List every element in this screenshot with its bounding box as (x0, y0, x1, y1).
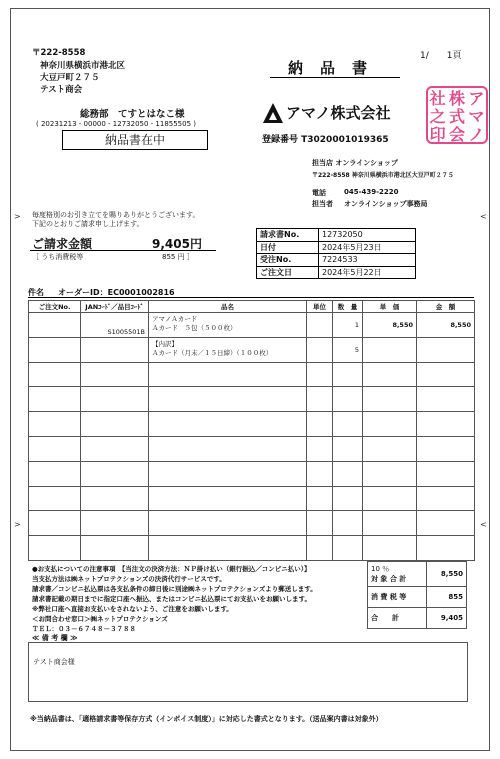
company-seal-stamp: 社 株 ア 之 式 マ 印 会 ノ (426, 86, 488, 144)
greeting-line2: 下記のとおりご請求申し上げます。 (32, 220, 144, 228)
title-underline (270, 77, 400, 78)
tax-label: ［ うち消費税等 (32, 253, 84, 261)
fold-mark-left-bottom: > (14, 520, 21, 529)
status-box: 納品書在中 (62, 130, 208, 150)
recipient-postal: 〒222-8558 (32, 48, 86, 58)
table-row (29, 362, 475, 387)
memo-label: ≪ 備 考 欄 ≫ (32, 634, 78, 642)
table-row (29, 461, 475, 486)
sender-address: 〒222-8558 神奈川県横浜市港北区大豆戸町２７５ (312, 172, 454, 179)
table-row (29, 536, 475, 561)
person-value: オンラインショップ事務局 (344, 200, 428, 208)
table-row: 【内訳】 Ａカード（月末／１５日締）（１００枚） 5 (29, 337, 475, 362)
footer-note: ※当納品書は、「適格請求書等保存方式（インボイス制度）」に対応した書式となります。（送品案内書は対象外） (30, 715, 383, 723)
recipient-address1: 神奈川県横浜市港北区 (40, 61, 126, 71)
billing-label: ご請求金額 (32, 237, 93, 251)
recipient-codes: ( 20231213 - 00000 - 12732050 - 11855505 ) (36, 120, 196, 128)
memo-text: テスト商会様 (33, 658, 75, 666)
table-row (29, 387, 475, 412)
totals-row: 10 ％ 対 象 合 計 8,550 (368, 562, 467, 587)
items-table (28, 300, 475, 561)
info-row: 請求書No. 12732050 (257, 229, 416, 242)
table-header-row: ご注文No. JANｺｰﾄﾞ／品目ｺｰﾄﾞ 品名 単位 数 量 単 価 金 額 (29, 301, 475, 313)
page-number: 1/ 1頁 (420, 51, 462, 61)
fold-mark-right-bottom: < (480, 520, 487, 529)
tax-amount: 855 円 ］ (162, 253, 194, 261)
invoice-info-table (256, 228, 416, 279)
subject-underline (28, 297, 474, 298)
company-logo-text: アマノ株式会社 (286, 104, 391, 122)
subject-value: オーダーID：EC0001002816 (58, 288, 175, 297)
sender-dept: 担当店 オンラインショップ (312, 159, 398, 167)
note-line2: 当支払方法は㈱ネットプロテクションズの決済代行サービスです。 (32, 575, 226, 583)
totals-row: 合 計 9,405 (368, 608, 467, 629)
recipient-contact: 総務部 てすとはなこ様 (80, 109, 185, 120)
note-line4: 請求書記載の期日までに指定口座へ振込、またはコンビニ払込票にてお支払いをお願いします。 (32, 595, 311, 603)
note-line6: ＜お問合わせ窓口＞㈱ネットプロテクションズ (32, 615, 168, 623)
person-label: 担当者 (312, 200, 333, 208)
table-row (29, 412, 475, 437)
company-logo-icon (262, 102, 284, 126)
phone-label: 電話 (312, 189, 326, 197)
billing-amount: 9,405円 (152, 237, 202, 251)
fold-mark-right-top: < (480, 212, 487, 221)
billing-underline (30, 250, 216, 251)
table-row: S1005501B アマノＡカード Ａカード ５包（５００枚） 1 8,550 8,550 (29, 313, 475, 338)
recipient-company: テスト商会 (40, 85, 83, 95)
note-line5: ※弊社口座へ直接お支払いをされないよう、ご注意をお願いします。 (32, 605, 233, 613)
table-row (29, 511, 475, 536)
note-line3: 請求書／コンビニ払込票は各支払条件の締日後に別途㈱ネットプロテクションズより郵送します。 (32, 585, 317, 593)
subject-label: 件名 (28, 288, 44, 297)
totals-table (367, 561, 467, 629)
info-row: 日付 2024年5月23日 (257, 241, 416, 254)
fold-mark-left-top: > (14, 212, 21, 221)
recipient-address2: 大豆戸町２７５ (40, 73, 100, 83)
registration-number: 登録番号 T3020001019365 (262, 135, 389, 145)
note-line7: ＴＥＬ：０３－６７４８－３７８８ (32, 625, 136, 633)
memo-box (28, 642, 468, 702)
greeting-line1: 毎度格別のお引き立てを賜りありがとうございます。 (32, 211, 200, 219)
info-row: ご注文日 2024年5月22日 (257, 266, 416, 279)
totals-row: 消 費 税 等 855 (368, 587, 467, 608)
table-row (29, 436, 475, 461)
phone-value: 045-439-2220 (344, 188, 399, 196)
note-line1: ●お支払についての注意事項 【当注文の決済方法：ＮＰ掛け払い（銀行振込／コンビニ払い）】 (32, 565, 311, 573)
table-row (29, 486, 475, 511)
info-row: 受注No. 7224533 (257, 254, 416, 267)
document-title: 納 品 書 (288, 59, 369, 77)
